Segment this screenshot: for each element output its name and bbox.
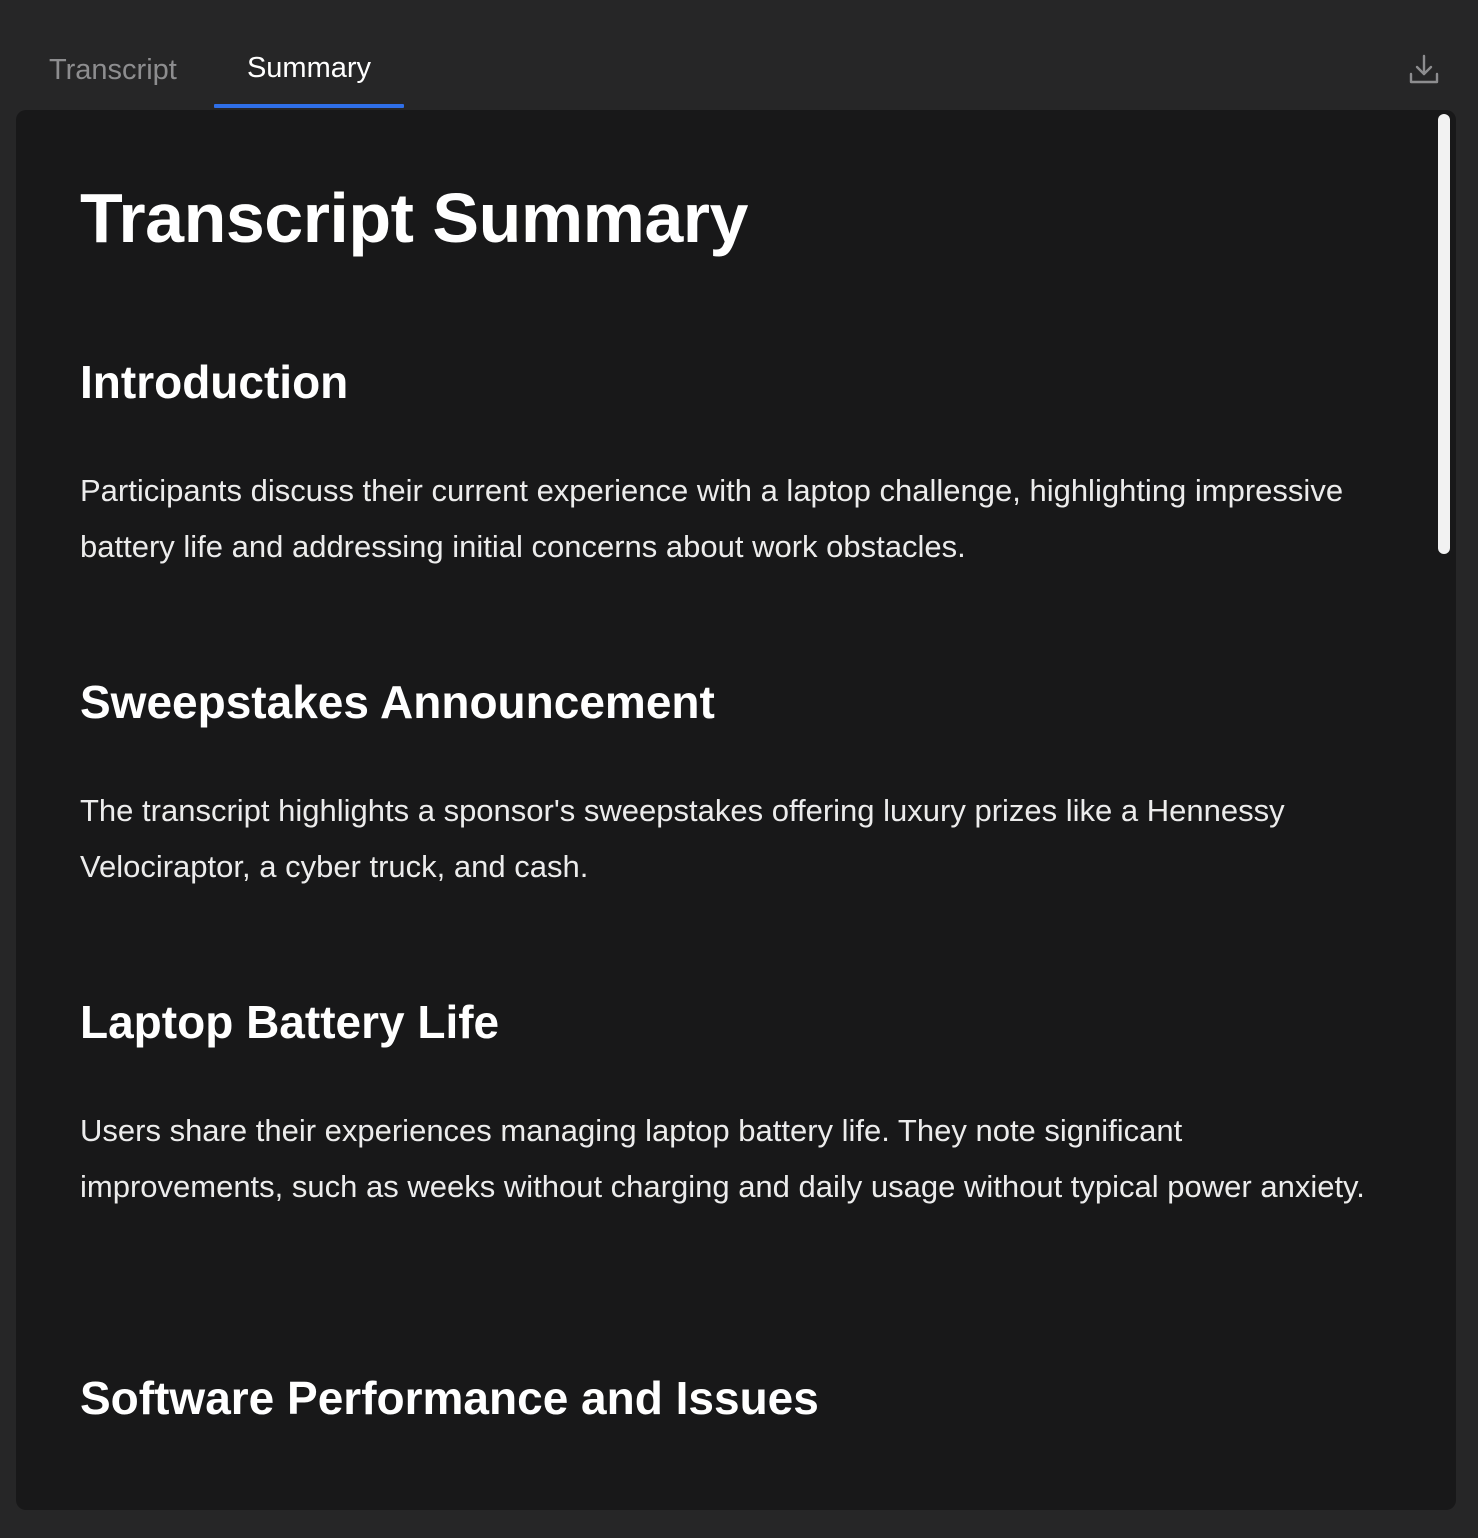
tab-summary[interactable]: Summary [246,52,372,84]
section-body-battery-life: Users share their experiences managing laptop battery life. They note significant improvements, such as weeks without charging and daily usage without typical power anxiety. [80,1113,1365,1204]
section-heading-battery-life: Laptop Battery Life [80,996,500,1048]
section-body-introduction: Participants discuss their current experience with a laptop challenge, highlighting impressive battery life and addressing initial concerns about work obstacles. [80,473,1344,564]
section-heading-software-performance: Software Performance and Issues [80,1372,819,1424]
download-button[interactable] [1404,52,1444,88]
tab-bar [0,0,1478,108]
scrollbar-thumb[interactable] [1438,114,1450,554]
section-heading-sweepstakes: Sweepstakes Announcement [80,676,715,728]
section-heading-introduction: Introduction [80,356,349,408]
active-tab-indicator [214,104,404,108]
tab-transcript[interactable]: Transcript [49,54,177,86]
summary-panel [16,110,1456,1510]
download-icon [1404,52,1444,88]
section-body-sweepstakes: The transcript highlights a sponsor's sweepstakes offering luxury prizes like a Hennessy Velociraptor, a cyber truck, and cash. [80,793,1285,884]
page-title: Transcript Summary [80,179,748,257]
